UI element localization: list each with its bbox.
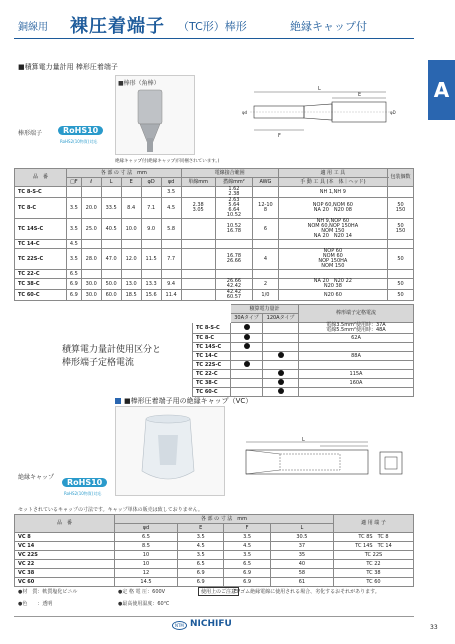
t2-col-30a: 30Aタイプ — [231, 314, 263, 323]
nichifu-logo: NICHIFU — [190, 619, 232, 629]
t1-cell-stranded: 42.42 60.57 — [215, 290, 252, 301]
t2-cell-a120 — [263, 379, 299, 388]
spec-max-temp: ●最高使用温度：60℃ — [118, 601, 170, 607]
cap-spec-table — [14, 514, 414, 587]
t3-cell-name: VC 22S — [15, 551, 115, 560]
t1-cell-awg — [253, 240, 279, 249]
t1-col-tool: 適 用 工 具 — [278, 169, 387, 178]
t2-cell-rating: 160A — [299, 379, 414, 388]
t3-cell-term: TC 60 — [334, 578, 414, 587]
t1-cell-F: 6.9 — [67, 290, 82, 301]
side-tab: A — [428, 60, 455, 120]
t1-cell-D: 9.0 — [141, 219, 161, 240]
spec-material: ●材 質：軟質塩化ビニル — [18, 589, 78, 595]
t1-cell-stranded: 26.66 42.42 — [215, 279, 252, 290]
t1-row — [15, 240, 414, 249]
t1-dim-F: □F — [67, 178, 82, 187]
caution-label: 使用上のご注意 — [198, 587, 239, 596]
t2-col-120a: 120Aタイプ — [263, 314, 299, 323]
t3-cell-E: 6.9 — [177, 569, 223, 578]
dim-label-phid: φd — [242, 110, 248, 115]
t2-cell-rating — [299, 361, 414, 370]
t1-cell-D: 7.1 — [141, 198, 161, 219]
t3-cell-name: VC 8 — [15, 533, 115, 542]
rohs-badge-1: RoHS10 — [58, 126, 103, 135]
t1-cell-pack — [388, 270, 414, 279]
applicable-dot-icon — [278, 379, 284, 385]
t1-cell-solid — [181, 290, 215, 301]
t1-cell-F: 4.5 — [67, 240, 82, 249]
terminal-spec-table — [14, 168, 414, 301]
t1-cell-tool: NH 9,NOP 60 NOM 60,NOP 150HA NOM 150 NA 20 N20 14 — [278, 219, 387, 240]
t1-row — [15, 219, 414, 240]
t1-cell-F: 3.5 — [67, 219, 82, 240]
terminal-dimension-diagram — [240, 84, 400, 142]
section2-title: ■棒形圧着端子用の絶縁キャップ（VC） — [115, 396, 252, 406]
t3-dim-d: φd — [115, 524, 178, 533]
t1-dim-E: E — [121, 178, 141, 187]
t2-cell-rating: 62A — [299, 334, 414, 343]
t1-cell-L: 50.0 — [101, 279, 121, 290]
t3-cell-L: 40 — [270, 560, 333, 569]
applicable-dot-icon — [278, 352, 284, 358]
t1-cell-F: 3.5 — [67, 249, 82, 270]
t1-cell-d: 7.7 — [161, 249, 181, 270]
header-type: （TC形）棒形 — [178, 20, 247, 33]
t3-row — [15, 542, 414, 551]
t3-cell-name: VC 22 — [15, 560, 115, 569]
t3-cell-term: TC 8S TC 8 — [334, 533, 414, 542]
dim-label-F: F — [278, 133, 281, 139]
t3-cell-F: 6.9 — [224, 578, 270, 587]
t1-cell-D — [141, 270, 161, 279]
t1-row — [15, 187, 414, 198]
t3-cell-F: 4.5 — [224, 542, 270, 551]
t1-cell-D — [141, 240, 161, 249]
t1-row — [15, 198, 414, 219]
page-title: 裸圧着端子 — [70, 16, 165, 37]
product-label-cap: 絶縁キャップ — [18, 474, 55, 481]
t1-cell-awg — [253, 187, 279, 198]
t1-tool-manual: 手 動 工 具 (本 体｜ヘッド) — [278, 178, 387, 187]
t1-cell-awg: 1/0 — [253, 290, 279, 301]
t3-cell-d: 14.5 — [115, 578, 178, 587]
t2-cell-rating — [299, 388, 414, 397]
t1-cell-awg: 4 — [253, 249, 279, 270]
t1-col-dims: 各 部 の 寸 法 mm — [67, 169, 182, 178]
t2-row — [193, 361, 414, 370]
t2-col-rating: 棒形端子定格電流 — [299, 305, 414, 323]
t1-cell-L — [101, 187, 121, 198]
t1-cell-D: 11.5 — [141, 249, 161, 270]
t1-cell-L: 47.0 — [101, 249, 121, 270]
t3-cell-d: 6.5 — [115, 533, 178, 542]
t2-cell-a120 — [263, 352, 299, 361]
t3-col-dims: 各 部 の 寸 法 mm — [115, 515, 334, 524]
t2-cell-a30 — [231, 334, 263, 343]
t1-cell-awg — [253, 270, 279, 279]
t3-col-terminal: 適 用 端 子 — [334, 515, 414, 533]
t1-cell-awg: 2 — [253, 279, 279, 290]
cap-table-note: セットされているキャップの寸法です。キャップ単体の販売は致しておりません。 — [18, 507, 203, 513]
photo-label: ■棒形（角棒） — [118, 80, 160, 87]
t1-cell-E — [121, 187, 141, 198]
t3-cell-F: 3.5 — [224, 551, 270, 560]
applicable-dot-icon — [278, 370, 284, 376]
t1-cell-D: 13.3 — [141, 279, 161, 290]
t1-cell-l: 20.0 — [81, 198, 101, 219]
t1-row — [15, 279, 414, 290]
t2-cell-name: TC 8-S-C — [193, 323, 231, 334]
t1-row — [15, 290, 414, 301]
footer-rule — [14, 616, 414, 617]
t1-cell-d: 3.5 — [161, 187, 181, 198]
t2-cell-name: TC 8-C — [193, 334, 231, 343]
t2-cell-a120 — [263, 370, 299, 379]
t2-cell-a30 — [231, 379, 263, 388]
t1-cell-d — [161, 240, 181, 249]
t1-dim-L: L — [101, 178, 121, 187]
t1-cell-d — [161, 270, 181, 279]
t1-row — [15, 270, 414, 279]
t3-cell-L: 35 — [270, 551, 333, 560]
t1-cell-l — [81, 270, 101, 279]
t1-cell-F — [67, 187, 82, 198]
t1-cell-l — [81, 240, 101, 249]
t1-cell-stranded — [215, 240, 252, 249]
t1-col-product: 品 番 — [15, 169, 67, 187]
rating-table — [192, 304, 414, 397]
t1-cell-l — [81, 187, 101, 198]
t1-cell-pack: 50 150 — [388, 198, 414, 219]
t1-dim-d: φd — [161, 178, 181, 187]
t1-cell-F: 6.9 — [67, 279, 82, 290]
t3-cell-d: 8.5 — [115, 542, 178, 551]
t1-cell-l: 30.0 — [81, 290, 101, 301]
t3-cell-L: 61 — [270, 578, 333, 587]
t1-wire-stranded: 撚線mm² — [215, 178, 252, 187]
t1-cell-name: TC 22-C — [15, 270, 67, 279]
dim-label-E: E — [358, 92, 362, 98]
t2-cell-a120 — [263, 343, 299, 352]
t1-cell-name: TC 8-C — [15, 198, 67, 219]
t2-row — [193, 334, 414, 343]
t3-row — [15, 578, 414, 587]
t2-cell-rating — [299, 343, 414, 352]
t1-cell-pack: 50 — [388, 249, 414, 270]
t1-cell-tool: NH 1,NH 9 — [278, 187, 387, 198]
t2-row — [193, 370, 414, 379]
t1-cell-l: 28.0 — [81, 249, 101, 270]
usage-title: 積算電力量計使用区分と 棒形端子定格電流 — [62, 345, 162, 368]
dim-label-phiD: φD — [390, 110, 396, 115]
t1-cell-pack: 50 — [388, 279, 414, 290]
applicable-dot-icon — [244, 324, 250, 330]
t1-cell-D — [141, 187, 161, 198]
applicable-dot-icon — [244, 334, 250, 340]
t1-cell-pack — [388, 187, 414, 198]
t3-cell-L: 37 — [270, 542, 333, 551]
t1-cell-E: 10.0 — [121, 219, 141, 240]
t2-cell-name: TC 60-C — [193, 388, 231, 397]
t1-cell-name: TC 38-C — [15, 279, 67, 290]
t2-cell-name: TC 14-C — [193, 352, 231, 361]
t1-cell-pack — [388, 240, 414, 249]
t1-col-wire: 電線接合範囲 — [181, 169, 278, 178]
rohs-sub-2: RoHS2(10物質)対応 — [64, 491, 102, 496]
t2-cell-a30 — [231, 361, 263, 370]
rohs-sub-1: RoHS2(10物質)対応 — [60, 139, 98, 144]
t1-cell-stranded: 10.52 16.78 — [215, 219, 252, 240]
t1-cell-name: TC 8-S-C — [15, 187, 67, 198]
t2-row — [193, 343, 414, 352]
t3-cell-term: TC 22S — [334, 551, 414, 560]
t3-row — [15, 569, 414, 578]
t1-cell-tool: NOP 60 NOM 60 NOP 150HA NOM 150 — [278, 249, 387, 270]
t2-cell-a30 — [231, 370, 263, 379]
t1-col-pack: 包装個数 — [388, 169, 414, 187]
t1-cell-solid — [181, 187, 215, 198]
t2-cell-a120 — [263, 361, 299, 370]
caution-text: EPゴム絶縁電線に使用される場合、劣化するおそれがあります。 — [234, 589, 380, 595]
cap-photo-svg — [116, 407, 226, 497]
t1-cell-l: 25.0 — [81, 219, 101, 240]
t3-cell-L: 58 — [270, 569, 333, 578]
t3-cell-E: 4.5 — [177, 542, 223, 551]
t3-cell-E: 6.5 — [177, 560, 223, 569]
t1-cell-L — [101, 270, 121, 279]
t1-wire-solid: 単線mm — [181, 178, 215, 187]
dim-label-L: L — [318, 86, 321, 92]
t1-cell-tool: N20 60 — [278, 290, 387, 301]
t2-row — [193, 352, 414, 361]
t3-cell-E: 6.9 — [177, 578, 223, 587]
t3-cell-d: 12 — [115, 569, 178, 578]
t1-cell-name: TC 60-C — [15, 290, 67, 301]
t1-cell-L: 33.5 — [101, 198, 121, 219]
t1-cell-tool: NA 20 N20 22 N20 38 — [278, 279, 387, 290]
t3-cell-E: 3.5 — [177, 551, 223, 560]
t3-cell-name: VC 60 — [15, 578, 115, 587]
spec-voltage: ●定 格 電 圧：600V — [118, 589, 166, 595]
t2-row — [193, 379, 414, 388]
t2-cell-name: TC 22-C — [193, 370, 231, 379]
t1-cell-pack: 50 — [388, 290, 414, 301]
t2-cell-a120 — [263, 388, 299, 397]
svg-text:L: L — [302, 437, 305, 443]
t1-dim-D: φD — [141, 178, 161, 187]
t2-col-meter: 積算電力量計 — [231, 305, 299, 314]
terminal-photo — [115, 75, 195, 155]
nichifu-logo-mark: NTM — [172, 621, 187, 630]
t3-row — [15, 560, 414, 569]
t3-dim-E: E — [177, 524, 223, 533]
t1-cell-d: 4.5 — [161, 198, 181, 219]
header-rule — [14, 38, 414, 39]
page-number: 33 — [430, 624, 438, 631]
t1-cell-L — [101, 240, 121, 249]
t1-cell-L: 60.0 — [101, 290, 121, 301]
t1-cell-E — [121, 270, 141, 279]
t2-cell-name: TC 22S-C — [193, 361, 231, 370]
t2-cell-rating: 115A — [299, 370, 414, 379]
t3-cell-term: TC 22 — [334, 560, 414, 569]
t1-cell-stranded: 2.63 5.64 6.64 10.52 — [215, 198, 252, 219]
spec-color: ●色 ：透明 — [18, 601, 53, 607]
t2-cell-a30 — [231, 343, 263, 352]
t2-cell-name: TC 14S-C — [193, 343, 231, 352]
t1-cell-E: 12.0 — [121, 249, 141, 270]
t1-cell-tool: NOP 60,NOM 60 NA 20 N20 08 — [278, 198, 387, 219]
t3-dim-L: L — [270, 524, 333, 533]
t1-cell-E: 8.4 — [121, 198, 141, 219]
t1-cell-solid — [181, 270, 215, 279]
product-label-terminal: 棒形端子 — [18, 130, 43, 137]
t1-cell-L: 40.5 — [101, 219, 121, 240]
t3-cell-F: 6.9 — [224, 569, 270, 578]
header-suffix: 絶縁キャップ付 — [290, 20, 367, 33]
t2-cell-a120 — [263, 334, 299, 343]
t3-cell-d: 10 — [115, 551, 178, 560]
t3-cell-term: TC 38 — [334, 569, 414, 578]
applicable-dot-icon — [244, 343, 250, 349]
t1-cell-E: 13.0 — [121, 279, 141, 290]
applicable-dot-icon — [278, 388, 284, 394]
t1-cell-name: TC 14-C — [15, 240, 67, 249]
t2-cell-name: TC 38-C — [193, 379, 231, 388]
t1-dim-l: ℓ — [81, 178, 101, 187]
section1-title: ■積算電力量計用 棒形圧着端子 — [18, 63, 118, 71]
t1-cell-name: TC 22S-C — [15, 249, 67, 270]
cap-note: 絶縁キャップ付(絶縁キャップが同梱されています。) — [115, 159, 220, 164]
t1-cell-stranded: 16.78 26.66 — [215, 249, 252, 270]
t1-cell-stranded: 1.62 2.38 — [215, 187, 252, 198]
t1-cell-d: 11.4 — [161, 290, 181, 301]
t1-cell-name: TC 14S-C — [15, 219, 67, 240]
t3-cell-L: 30.5 — [270, 533, 333, 542]
t1-cell-l: 30.0 — [81, 279, 101, 290]
t1-cell-pack: 50 150 — [388, 219, 414, 240]
t1-cell-F: 6.5 — [67, 270, 82, 279]
cap-dimension-diagram — [240, 436, 415, 486]
t1-cell-D: 15.6 — [141, 290, 161, 301]
t1-cell-awg: 6 — [253, 219, 279, 240]
t2-cell-a120 — [263, 323, 299, 334]
t1-row — [15, 249, 414, 270]
t1-cell-d: 9.4 — [161, 279, 181, 290]
rohs-badge-2: RoHS10 — [62, 478, 107, 487]
cap-photo — [115, 406, 225, 496]
t3-row — [15, 551, 414, 560]
t2-cell-rating: 電線3.5mm²使用時：37A 電線5.5mm²使用時：48A — [299, 323, 414, 334]
t1-cell-solid — [181, 279, 215, 290]
t1-cell-F: 3.5 — [67, 198, 82, 219]
t2-cell-a30 — [231, 352, 263, 361]
t1-cell-awg: 12-10 8 — [253, 198, 279, 219]
t1-cell-solid — [181, 249, 215, 270]
t3-cell-d: 10 — [115, 560, 178, 569]
applicable-dot-icon — [244, 361, 250, 367]
t1-cell-E: 18.5 — [121, 290, 141, 301]
t3-cell-term: TC 14S TC 14 — [334, 542, 414, 551]
t3-row — [15, 533, 414, 542]
t2-cell-rating: 88A — [299, 352, 414, 361]
t3-dim-F: F — [224, 524, 270, 533]
terminal-photo-svg — [116, 76, 196, 156]
t3-cell-F: 6.5 — [224, 560, 270, 569]
t3-cell-name: VC 14 — [15, 542, 115, 551]
t1-cell-solid — [181, 219, 215, 240]
t1-cell-d: 5.8 — [161, 219, 181, 240]
t3-cell-name: VC 38 — [15, 569, 115, 578]
t3-cell-F: 3.5 — [224, 533, 270, 542]
t3-cell-E: 3.5 — [177, 533, 223, 542]
t1-wire-awg: AWG — [253, 178, 279, 187]
t1-cell-solid: 2.38 3.05 — [181, 198, 215, 219]
t2-row — [193, 323, 414, 334]
t2-cell-a30 — [231, 323, 263, 334]
t1-cell-E — [121, 240, 141, 249]
t1-cell-solid — [181, 240, 215, 249]
header-prefix: 銅線用 — [18, 22, 48, 33]
t3-col-product: 品 番 — [15, 515, 115, 533]
